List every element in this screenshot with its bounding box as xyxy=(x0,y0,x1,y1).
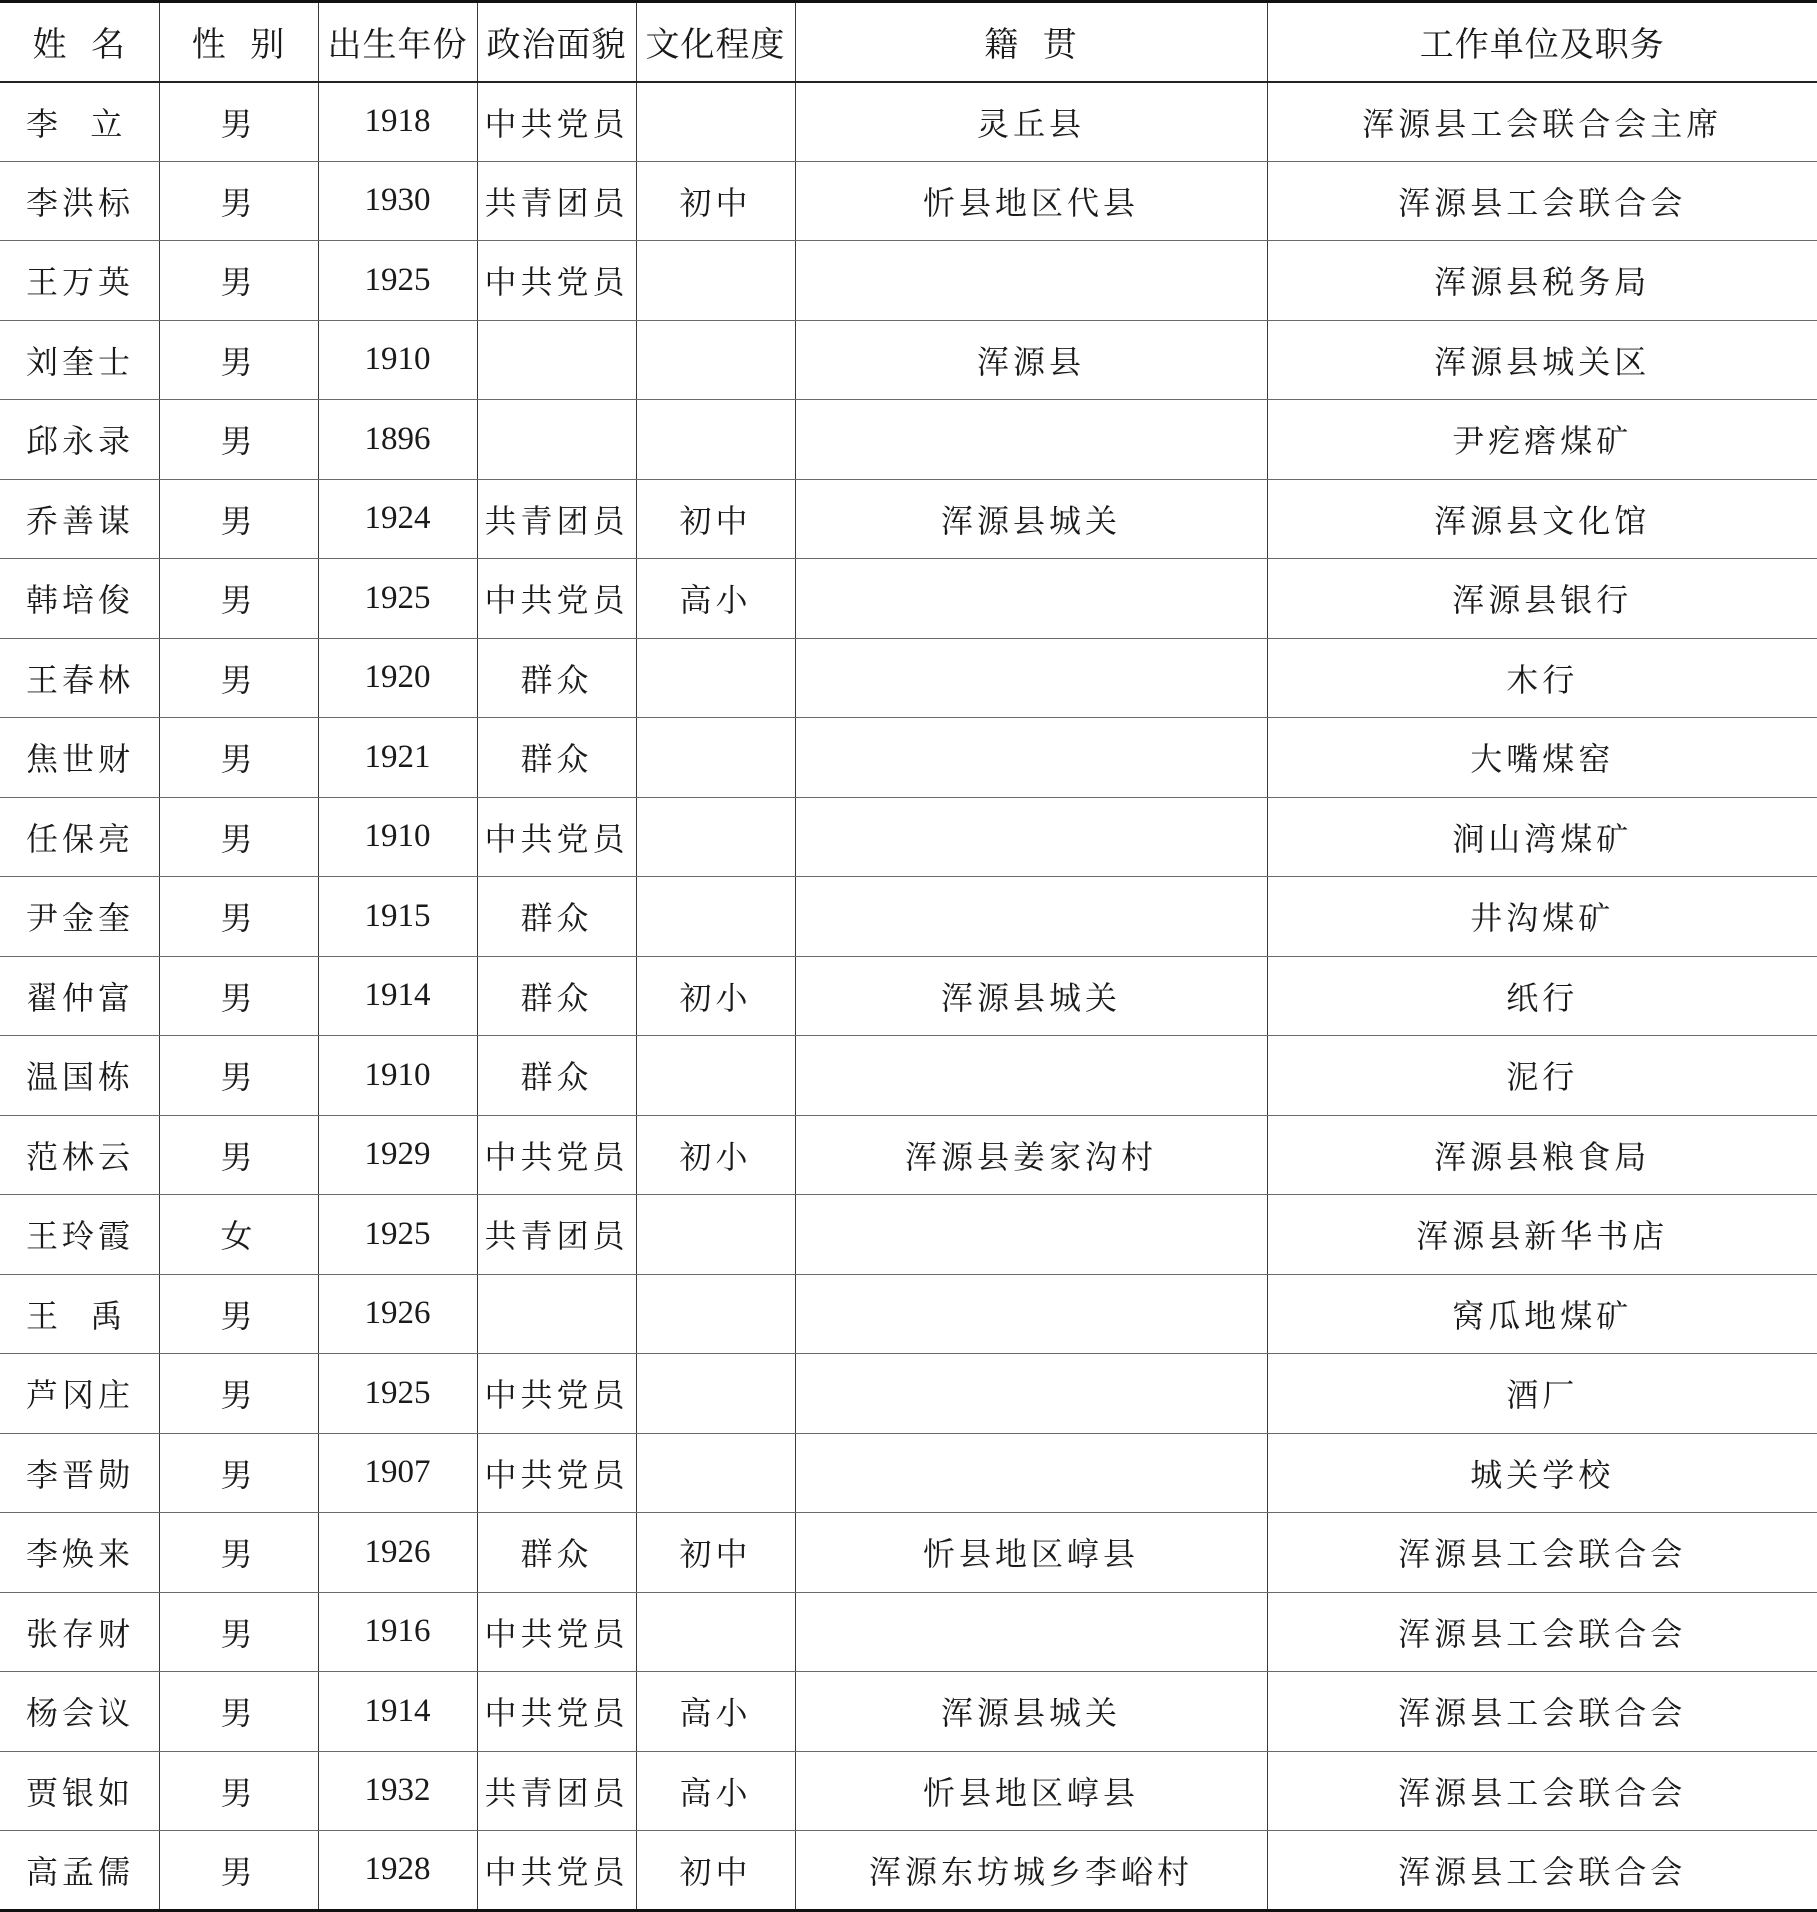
cell-political-status: 群众 xyxy=(477,638,636,718)
cell-education: 高小 xyxy=(636,1672,795,1752)
header-education: 文化程度 xyxy=(636,2,795,82)
cell-education: 初中 xyxy=(636,1513,795,1593)
cell-birth-year: 1921 xyxy=(318,718,477,798)
cell-education xyxy=(636,1036,795,1116)
cell-birth-year: 1925 xyxy=(318,1195,477,1275)
cell-work-unit: 城关学校 xyxy=(1267,1433,1817,1513)
table-row xyxy=(0,1195,1817,1275)
header-sex: 性 别 xyxy=(159,2,318,82)
cell-political-status: 中共党员 xyxy=(477,1672,636,1752)
cell-work-unit: 浑源县工会联合会 xyxy=(1267,1592,1817,1672)
cell-political-status: 中共党员 xyxy=(477,241,636,321)
cell-sex: 男 xyxy=(159,1672,318,1752)
table-header xyxy=(0,2,1817,82)
cell-sex: 男 xyxy=(159,1036,318,1116)
cell-birth-year: 1926 xyxy=(318,1274,477,1354)
cell-origin xyxy=(795,1036,1267,1116)
table-row xyxy=(0,1513,1817,1593)
cell-sex: 男 xyxy=(159,161,318,241)
cell-birth-year: 1910 xyxy=(318,797,477,877)
cell-political-status xyxy=(477,400,636,480)
cell-name: 翟仲富 xyxy=(0,956,159,1036)
cell-political-status: 共青团员 xyxy=(477,479,636,559)
table-row xyxy=(0,1831,1817,1911)
table-row xyxy=(0,320,1817,400)
table-row xyxy=(0,1274,1817,1354)
cell-political-status xyxy=(477,1274,636,1354)
cell-political-status: 群众 xyxy=(477,718,636,798)
cell-education xyxy=(636,320,795,400)
cell-birth-year: 1932 xyxy=(318,1751,477,1831)
cell-origin: 浑源县城关 xyxy=(795,1672,1267,1752)
cell-political-status: 中共党员 xyxy=(477,82,636,162)
cell-political-status: 群众 xyxy=(477,1036,636,1116)
cell-origin xyxy=(795,877,1267,957)
cell-work-unit: 浑源县新华书店 xyxy=(1267,1195,1817,1275)
cell-name: 李焕来 xyxy=(0,1513,159,1593)
cell-name: 李 立 xyxy=(0,82,159,162)
table-row xyxy=(0,479,1817,559)
cell-political-status: 中共党员 xyxy=(477,797,636,877)
cell-origin xyxy=(795,797,1267,877)
cell-birth-year: 1928 xyxy=(318,1831,477,1911)
cell-origin xyxy=(795,1195,1267,1275)
cell-political-status: 群众 xyxy=(477,956,636,1036)
cell-political-status: 共青团员 xyxy=(477,1195,636,1275)
cell-political-status: 群众 xyxy=(477,1513,636,1593)
cell-sex: 男 xyxy=(159,1831,318,1911)
cell-political-status: 中共党员 xyxy=(477,1115,636,1195)
cell-education xyxy=(636,638,795,718)
cell-education: 高小 xyxy=(636,559,795,639)
table-row xyxy=(0,638,1817,718)
cell-name: 王玲霞 xyxy=(0,1195,159,1275)
cell-work-unit: 浑源县工会联合会 xyxy=(1267,1513,1817,1593)
cell-birth-year: 1929 xyxy=(318,1115,477,1195)
cell-name: 任保亮 xyxy=(0,797,159,877)
cell-name: 李晋勋 xyxy=(0,1433,159,1513)
cell-political-status: 群众 xyxy=(477,877,636,957)
header-name: 姓 名 xyxy=(0,2,159,82)
cell-birth-year: 1925 xyxy=(318,241,477,321)
cell-origin xyxy=(795,1354,1267,1434)
cell-birth-year: 1910 xyxy=(318,320,477,400)
cell-political-status: 中共党员 xyxy=(477,1354,636,1434)
table-row xyxy=(0,1115,1817,1195)
cell-work-unit: 浑源县文化馆 xyxy=(1267,479,1817,559)
table-row xyxy=(0,1672,1817,1752)
cell-name: 尹金奎 xyxy=(0,877,159,957)
cell-birth-year: 1925 xyxy=(318,1354,477,1434)
table-row xyxy=(0,797,1817,877)
cell-sex: 男 xyxy=(159,1354,318,1434)
cell-birth-year: 1896 xyxy=(318,400,477,480)
cell-birth-year: 1926 xyxy=(318,1513,477,1593)
cell-name: 高孟儒 xyxy=(0,1831,159,1911)
cell-work-unit: 井沟煤矿 xyxy=(1267,877,1817,957)
cell-name: 张存财 xyxy=(0,1592,159,1672)
cell-sex: 男 xyxy=(159,877,318,957)
cell-sex: 女 xyxy=(159,1195,318,1275)
table-row xyxy=(0,1354,1817,1434)
cell-education xyxy=(636,1274,795,1354)
cell-work-unit: 纸行 xyxy=(1267,956,1817,1036)
cell-work-unit: 大嘴煤窑 xyxy=(1267,718,1817,798)
header-row xyxy=(0,2,1817,82)
cell-work-unit: 浑源县工会联合会主席 xyxy=(1267,82,1817,162)
cell-name: 芦冈庄 xyxy=(0,1354,159,1434)
cell-origin: 浑源东坊城乡李峪村 xyxy=(795,1831,1267,1911)
cell-education xyxy=(636,797,795,877)
cell-education xyxy=(636,82,795,162)
cell-political-status: 共青团员 xyxy=(477,1751,636,1831)
cell-name: 王春林 xyxy=(0,638,159,718)
cell-origin: 浑源县城关 xyxy=(795,479,1267,559)
cell-name: 邱永录 xyxy=(0,400,159,480)
cell-origin xyxy=(795,1592,1267,1672)
cell-education: 初中 xyxy=(636,161,795,241)
table-row xyxy=(0,877,1817,957)
cell-education: 高小 xyxy=(636,1751,795,1831)
table-row xyxy=(0,559,1817,639)
cell-work-unit: 浑源县工会联合会 xyxy=(1267,161,1817,241)
cell-sex: 男 xyxy=(159,1433,318,1513)
cell-political-status xyxy=(477,320,636,400)
cell-education xyxy=(636,877,795,957)
cell-name: 王 禹 xyxy=(0,1274,159,1354)
cell-name: 杨会议 xyxy=(0,1672,159,1752)
cell-work-unit: 浑源县粮食局 xyxy=(1267,1115,1817,1195)
cell-work-unit: 泥行 xyxy=(1267,1036,1817,1116)
cell-origin: 浑源县 xyxy=(795,320,1267,400)
cell-origin: 浑源县城关 xyxy=(795,956,1267,1036)
cell-sex: 男 xyxy=(159,638,318,718)
cell-origin xyxy=(795,718,1267,798)
cell-work-unit: 浑源县城关区 xyxy=(1267,320,1817,400)
header-origin: 籍 贯 xyxy=(795,2,1267,82)
cell-work-unit: 浑源县工会联合会 xyxy=(1267,1831,1817,1911)
cell-sex: 男 xyxy=(159,797,318,877)
cell-work-unit: 浑源县税务局 xyxy=(1267,241,1817,321)
cell-origin: 忻县地区崞县 xyxy=(795,1751,1267,1831)
cell-origin xyxy=(795,1433,1267,1513)
cell-birth-year: 1910 xyxy=(318,1036,477,1116)
cell-origin xyxy=(795,1274,1267,1354)
table-body xyxy=(0,82,1817,1911)
header-birth-year: 出生年份 xyxy=(318,2,477,82)
cell-education xyxy=(636,1195,795,1275)
cell-work-unit: 木行 xyxy=(1267,638,1817,718)
cell-sex: 男 xyxy=(159,241,318,321)
cell-origin xyxy=(795,241,1267,321)
cell-education: 初小 xyxy=(636,1115,795,1195)
cell-origin: 忻县地区代县 xyxy=(795,161,1267,241)
cell-work-unit: 浑源县工会联合会 xyxy=(1267,1751,1817,1831)
cell-name: 温国栋 xyxy=(0,1036,159,1116)
cell-birth-year: 1920 xyxy=(318,638,477,718)
cell-sex: 男 xyxy=(159,1115,318,1195)
cell-sex: 男 xyxy=(159,1274,318,1354)
cell-sex: 男 xyxy=(159,1592,318,1672)
cell-education xyxy=(636,718,795,798)
cell-work-unit: 窝瓜地煤矿 xyxy=(1267,1274,1817,1354)
table-row xyxy=(0,1751,1817,1831)
cell-origin: 忻县地区崞县 xyxy=(795,1513,1267,1593)
cell-origin xyxy=(795,559,1267,639)
cell-name: 乔善谋 xyxy=(0,479,159,559)
table-row xyxy=(0,241,1817,321)
cell-name: 贾银如 xyxy=(0,1751,159,1831)
cell-education: 初中 xyxy=(636,1831,795,1911)
cell-education: 初小 xyxy=(636,956,795,1036)
cell-work-unit: 涧山湾煤矿 xyxy=(1267,797,1817,877)
cell-sex: 男 xyxy=(159,82,318,162)
cell-education xyxy=(636,241,795,321)
header-work-unit: 工作单位及职务 xyxy=(1267,2,1817,82)
header-political-status: 政治面貌 xyxy=(477,2,636,82)
cell-sex: 男 xyxy=(159,559,318,639)
table-row xyxy=(0,1592,1817,1672)
cell-birth-year: 1915 xyxy=(318,877,477,957)
cell-sex: 男 xyxy=(159,1751,318,1831)
table-row xyxy=(0,400,1817,480)
cell-birth-year: 1916 xyxy=(318,1592,477,1672)
cell-sex: 男 xyxy=(159,400,318,480)
cell-work-unit: 酒厂 xyxy=(1267,1354,1817,1434)
cell-work-unit: 浑源县工会联合会 xyxy=(1267,1672,1817,1752)
cell-name: 李洪标 xyxy=(0,161,159,241)
cell-sex: 男 xyxy=(159,1513,318,1593)
table-row xyxy=(0,82,1817,162)
cell-birth-year: 1918 xyxy=(318,82,477,162)
table-row xyxy=(0,718,1817,798)
cell-origin: 浑源县姜家沟村 xyxy=(795,1115,1267,1195)
cell-birth-year: 1925 xyxy=(318,559,477,639)
cell-education xyxy=(636,1433,795,1513)
cell-origin xyxy=(795,638,1267,718)
cell-political-status: 共青团员 xyxy=(477,161,636,241)
table-row xyxy=(0,1036,1817,1116)
cell-political-status: 中共党员 xyxy=(477,1433,636,1513)
cell-education xyxy=(636,1592,795,1672)
table-row xyxy=(0,161,1817,241)
cell-name: 韩培俊 xyxy=(0,559,159,639)
cell-political-status: 中共党员 xyxy=(477,1592,636,1672)
cell-origin: 灵丘县 xyxy=(795,82,1267,162)
cell-education xyxy=(636,1354,795,1434)
cell-name: 焦世财 xyxy=(0,718,159,798)
cell-sex: 男 xyxy=(159,479,318,559)
cell-birth-year: 1914 xyxy=(318,956,477,1036)
cell-sex: 男 xyxy=(159,718,318,798)
cell-education: 初中 xyxy=(636,479,795,559)
cell-sex: 男 xyxy=(159,320,318,400)
cell-name: 范林云 xyxy=(0,1115,159,1195)
cell-name: 王万英 xyxy=(0,241,159,321)
cell-birth-year: 1907 xyxy=(318,1433,477,1513)
cell-sex: 男 xyxy=(159,956,318,1036)
table-row xyxy=(0,1433,1817,1513)
cell-birth-year: 1914 xyxy=(318,1672,477,1752)
cell-education xyxy=(636,400,795,480)
table-row xyxy=(0,956,1817,1036)
cell-name: 刘奎士 xyxy=(0,320,159,400)
cell-birth-year: 1924 xyxy=(318,479,477,559)
cell-political-status: 中共党员 xyxy=(477,559,636,639)
cell-work-unit: 尹疙瘩煤矿 xyxy=(1267,400,1817,480)
cell-origin xyxy=(795,400,1267,480)
cell-political-status: 中共党员 xyxy=(477,1831,636,1911)
cell-work-unit: 浑源县银行 xyxy=(1267,559,1817,639)
cell-birth-year: 1930 xyxy=(318,161,477,241)
